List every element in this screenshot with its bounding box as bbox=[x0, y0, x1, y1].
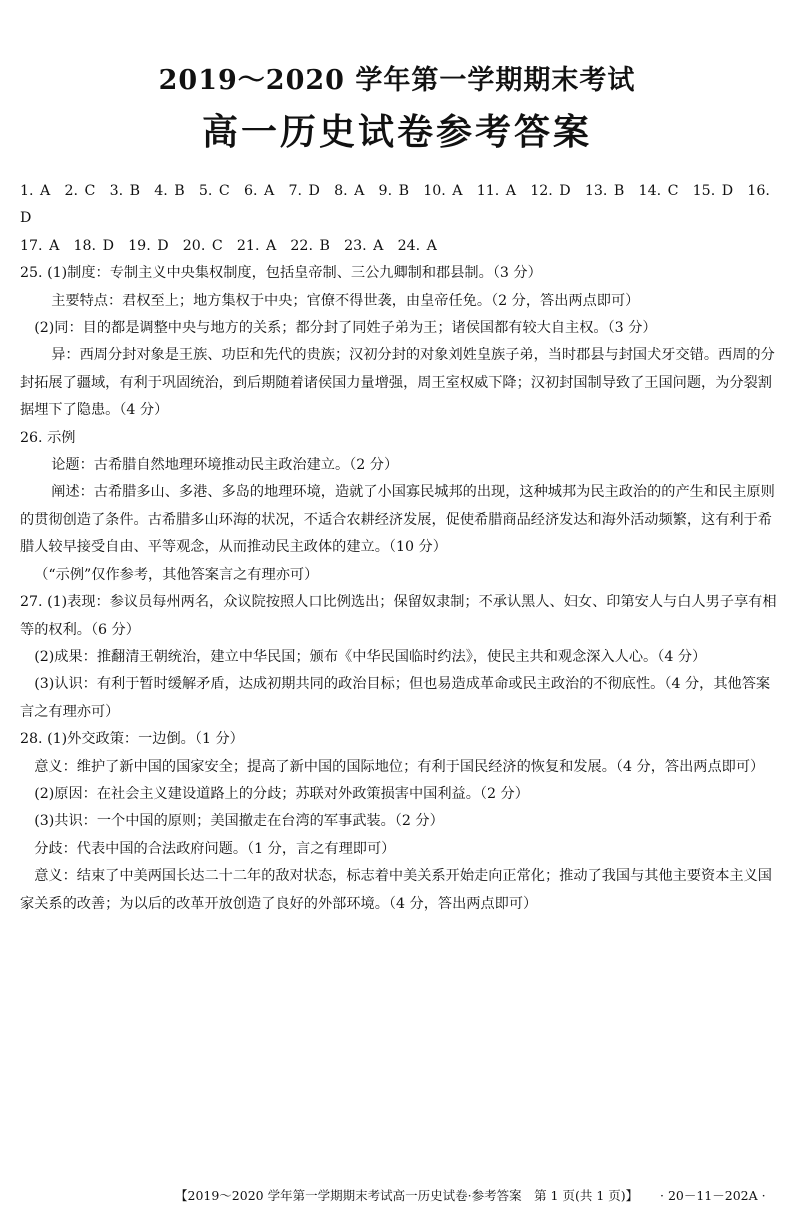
q28-part2: (2)原因：在社会主义建设道路上的分歧；苏联对外政策损害中国利益。（2 分） bbox=[34, 785, 529, 802]
mc-answers-line-2: 17. A 18. D 19. D 20. C 21. A 22. B 23. A 24. A bbox=[20, 237, 437, 254]
mc-answers-line-1: 1. A 2. C 3. B 4. B 5. C 6. A 7. D 8. A 9. B 10. A 11. A 12. D 13. B 14. C 15. D 16. D bbox=[20, 183, 770, 227]
q27-part3: (3)认识：有利于暂时缓解矛盾，达成初期共同的政治目标；但也易造成革命或民主政治的不彻底性。（4 分，其他答案言之有理亦可） bbox=[20, 676, 771, 720]
footer-source: 【2019～2020 学年第一学期期末考试高一历史试卷·参考答案 第 1 页(共 1 页)】 bbox=[175, 1188, 639, 1203]
question-26 bbox=[20, 425, 780, 589]
q27-part1: 27. (1)表现：参议员每州两名，众议院按照人口比例选出；保留奴隶制；不承认黑人、妇女、印第安人与白人男子享有相等的权利。（6 分） bbox=[20, 594, 777, 638]
question-25 bbox=[20, 260, 780, 424]
q28-divergence: 分歧：代表中国的合法政府问题。（1 分，言之有理即可） bbox=[34, 840, 396, 857]
q26-note: （“示例”仅作参考，其他答案言之有理亦可） bbox=[34, 566, 319, 583]
q25-features: 主要特点：君权至上；地方集权于中央；官僚不得世袭，由皇帝任免。（2 分，答出两点即可） bbox=[51, 292, 640, 309]
q25-part2-difference: 异：西周分封对象是王族、功臣和先代的贵族；汉初分封的对象刘姓皇族子弟，当时郡县与封国犬牙交错。西周的分封拓展了疆域，有利于巩固统治，到后期随着诸侯国力量增强，周王室权威下降；汉初封国制导致了王国问题，为分裂割据埋下了隐患。（4 分） bbox=[20, 347, 775, 419]
q28-part1: 28. (1)外交政策：一边倒。（1 分） bbox=[20, 731, 244, 748]
answer-key-title: 高一历史试卷参考答案 bbox=[201, 111, 592, 153]
question-27 bbox=[20, 589, 780, 726]
q26-label: 26. 示例 bbox=[20, 429, 76, 446]
q26-thesis: 论题：古希腊自然地理环境推动民主政治建立。（2 分） bbox=[51, 457, 399, 474]
q28-significance-2: 意义：结束了中美两国长达二十二年的敌对状态，标志着中美关系开始走向正常化；推动了我国与其他主要资本主义国家关系的改善；为以后的改革开放创造了良好的外部环境。（4 分，答出两点即可） bbox=[20, 868, 772, 912]
q25-part1: 25. (1)制度：专制主义中央集权制度，包括皇帝制、三公九卿制和郡县制。（3 分） bbox=[20, 265, 542, 282]
footer-code: · 20－11－202A · bbox=[660, 1188, 766, 1203]
exam-title: 2019～2020 学年第一学期期末考试 bbox=[158, 65, 636, 96]
q25-part2-similarity: (2)同：目的都是调整中央与地方的关系；都分封了同姓子弟为王；诸侯国都有较大自主权。（3 分） bbox=[34, 320, 657, 337]
q28-part3: (3)共识：一个中国的原则；美国撤走在台湾的军事武装。（2 分） bbox=[34, 813, 444, 830]
answer-content bbox=[20, 178, 780, 918]
question-28 bbox=[20, 726, 780, 918]
q28-significance-1: 意义：维护了新中国的国家安全；提高了新中国的国际地位；有利于国民经济的恢复和发展。（4 分，答出两点即可） bbox=[34, 758, 765, 775]
q27-part2: (2)成果：推翻清王朝统治，建立中华民国；颁布《中华民国临时约法》，使民主共和观念深入人心。（4 分） bbox=[34, 648, 707, 665]
multiple-choice-answers bbox=[20, 178, 780, 260]
q26-argument: 阐述：古希腊多山、多港、多岛的地理环境，造就了小国寡民城邦的出现，这种城邦为民主政治的的产生和民主原则的贯彻创造了条件。古希腊多山环海的状况，不适合农耕经济发展，促使希腊商品经济发达和海外活动频繁，这有利于希腊人较早接受自由、平等观念，从而推动民主政体的建立。（10 分） bbox=[20, 484, 775, 556]
